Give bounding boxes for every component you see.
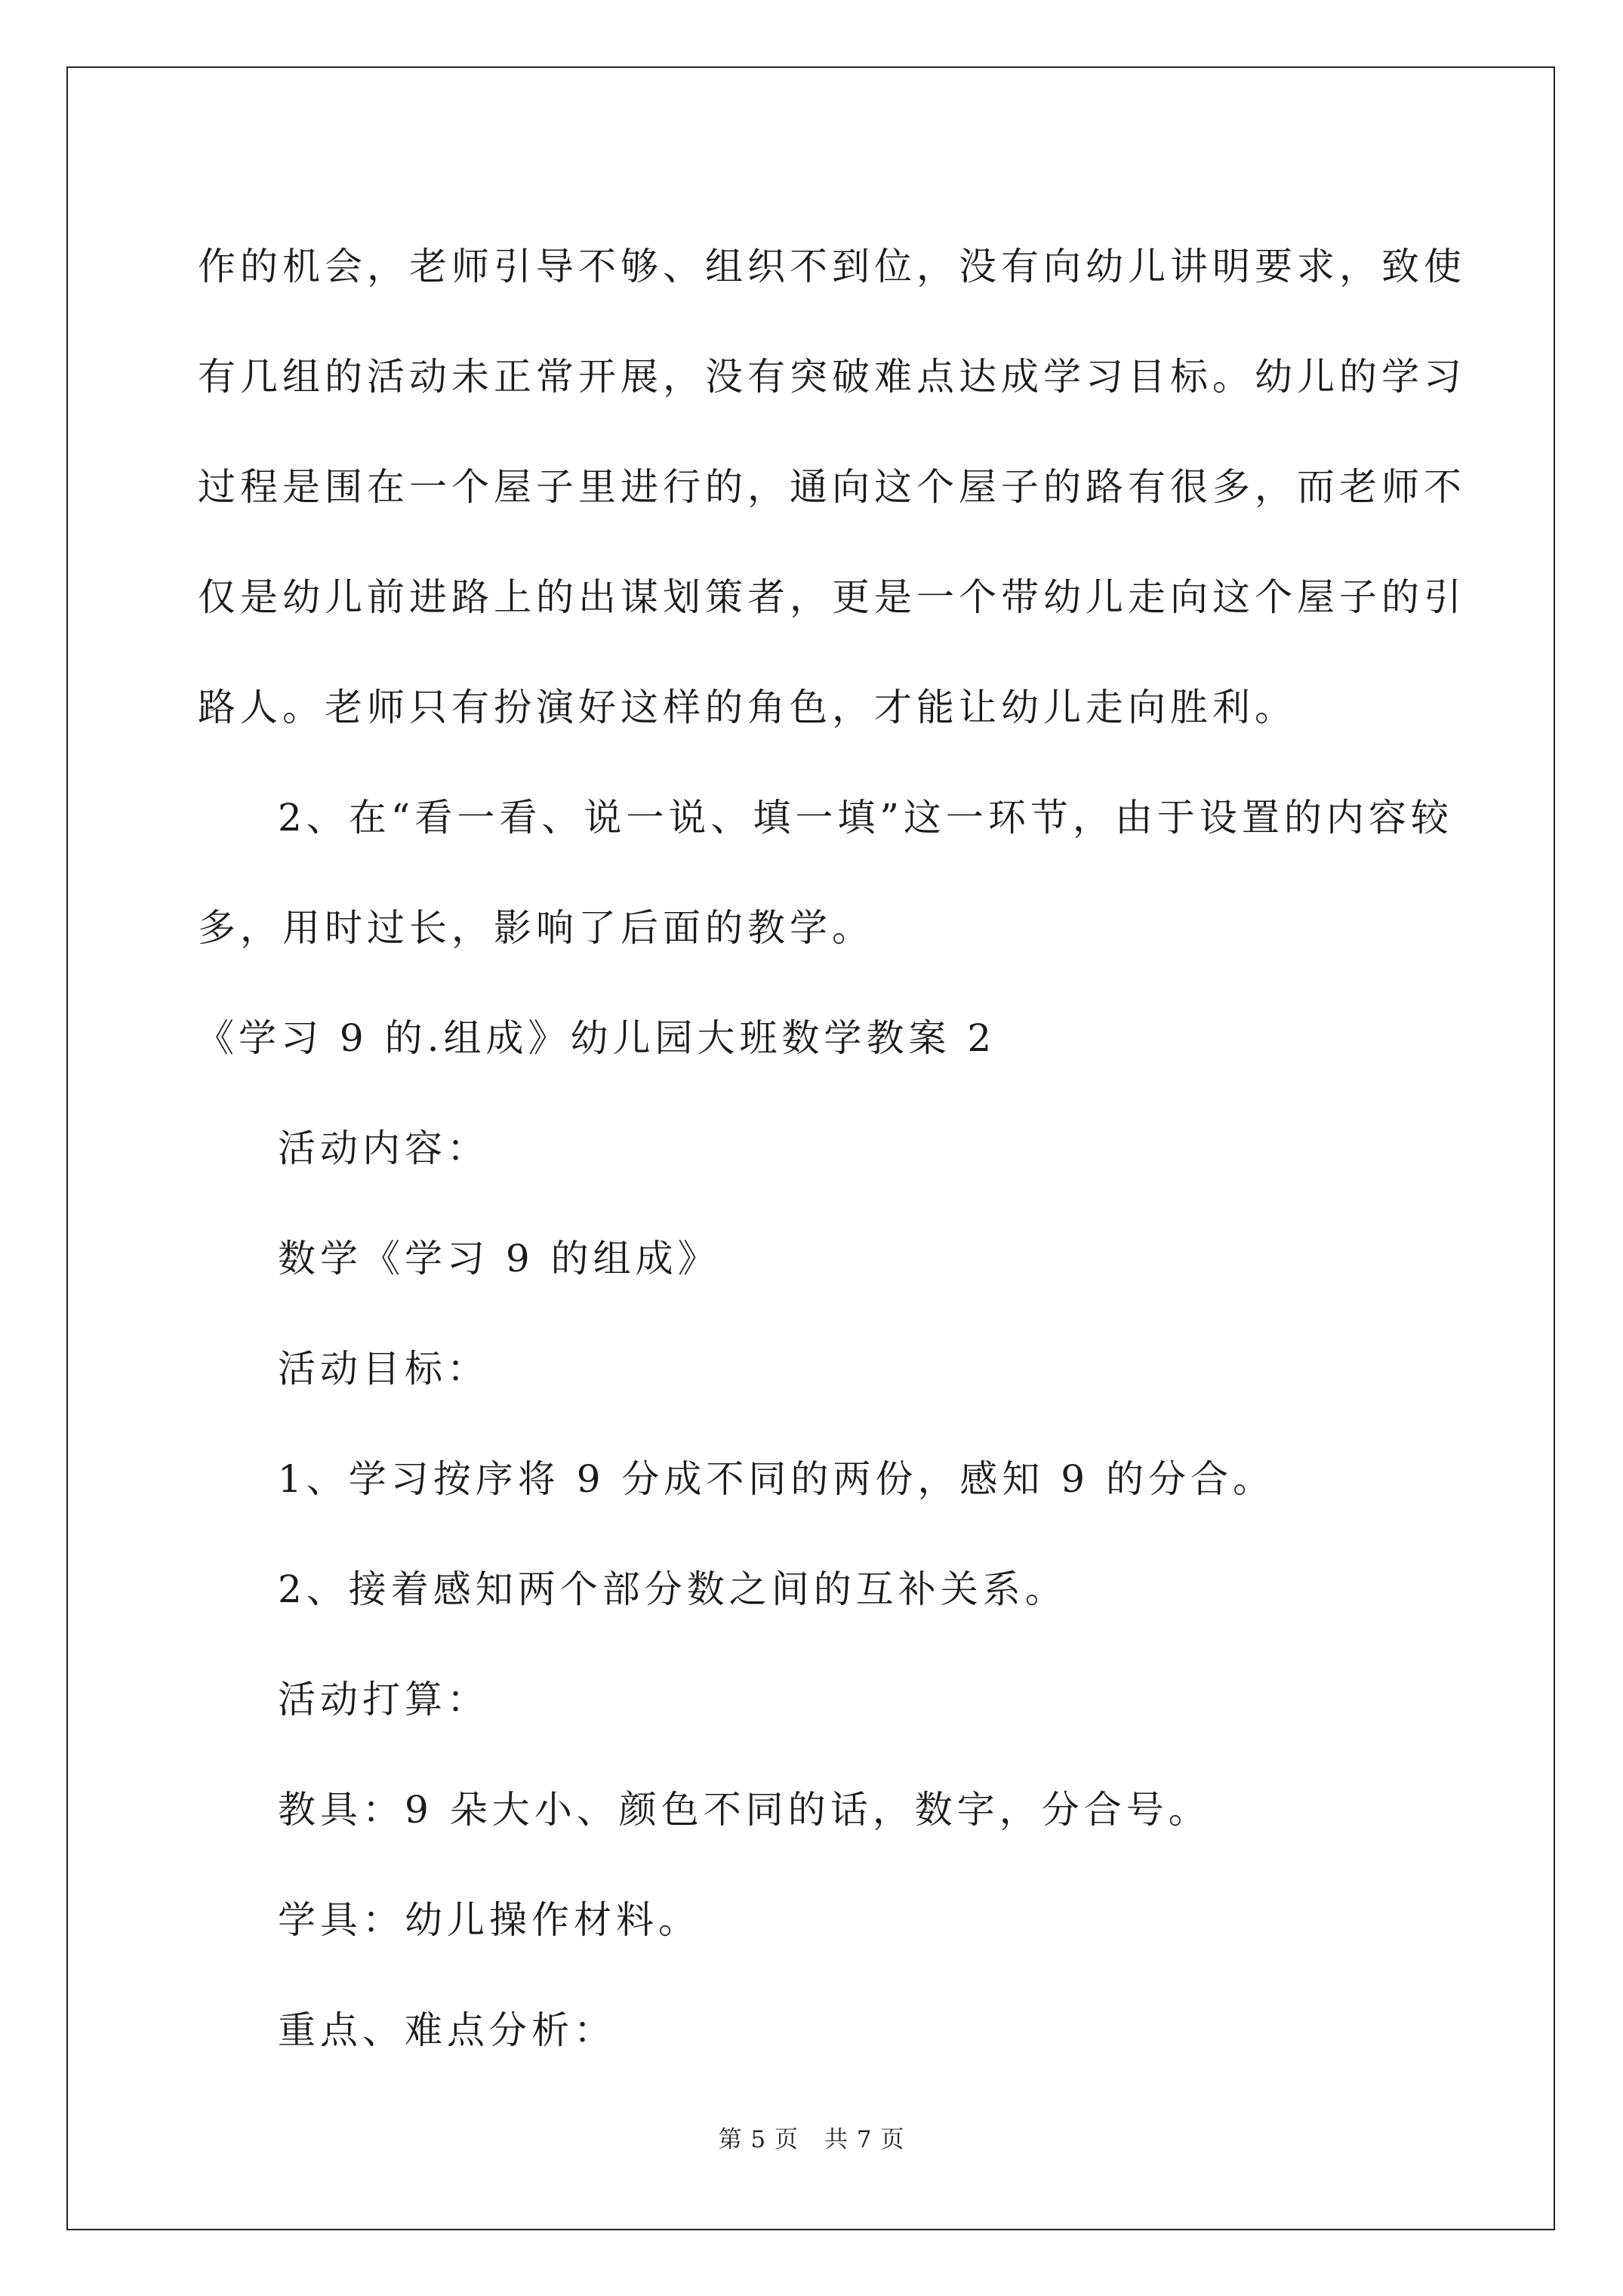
page-total: 共 7 页 xyxy=(824,2126,905,2153)
paragraph-line: 活动目标： xyxy=(278,1347,489,1391)
document-body xyxy=(196,211,1466,2085)
paragraph-line: 活动内容： xyxy=(278,1126,489,1170)
paragraph-line: 数学《学习 9 的组成》 xyxy=(278,1237,720,1281)
paragraph-line: 2、在“看一看、说一说、填一填”这一环节，由于设置的内容较 xyxy=(278,796,1453,840)
paragraph-line: 仅是幼儿前进路上的出谋划策者，更是一个带幼儿走向这个屋子的引 xyxy=(198,575,1466,619)
paragraph-line: 路人。老师只有扮演好这样的角色，才能让幼儿走向胜利。 xyxy=(198,686,1297,729)
paragraph-line: 活动打算： xyxy=(278,1678,489,1721)
page-footer xyxy=(0,2120,1623,2154)
paragraph-line: 多，用时过长，影响了后面的教学。 xyxy=(198,906,874,950)
paragraph-line: 学具：幼儿操作材料。 xyxy=(278,1898,701,1942)
section-title: 《学习 9 的.组成》幼儿园大班数学教案 2 xyxy=(196,1016,996,1060)
paragraph-line: 过程是围在一个屋子里进行的，通向这个屋子的路有很多，而老师不 xyxy=(198,465,1466,509)
paragraph-line: 作的机会，老师引导不够、组织不到位，没有向幼儿讲明要求，致使 xyxy=(198,245,1466,288)
paragraph-line: 重点、难点分析： xyxy=(278,2008,616,2052)
paragraph-line: 2、接着感知两个部分数之间的互补关系。 xyxy=(278,1567,1067,1611)
paragraph-line: 教具：9 朵大小、颜色不同的话，数字，分合号。 xyxy=(278,1788,1211,1832)
page-number: 第 5 页 xyxy=(718,2126,799,2153)
paragraph-line: 1、学习按序将 9 分成不同的两份，感知 9 的分合。 xyxy=(278,1457,1276,1501)
paragraph-line: 有几组的活动未正常开展，没有突破难点达成学习目标。幼儿的学习 xyxy=(198,355,1466,399)
